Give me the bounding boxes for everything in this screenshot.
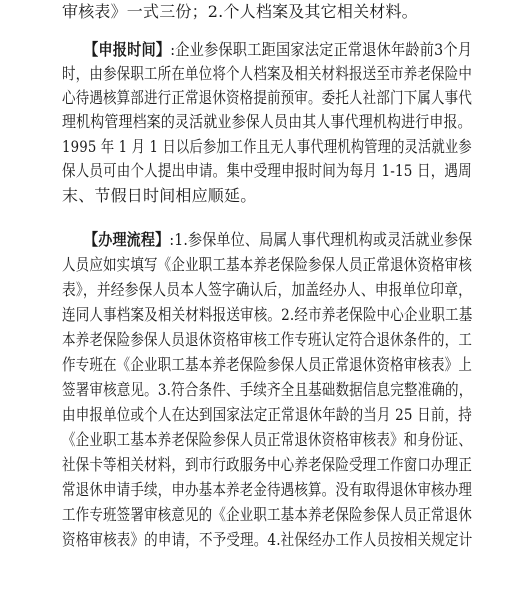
process-line-5: 本养老保险参保人员退休资格审核工作专班认定符合退休条件的，工: [62, 330, 473, 349]
process-line-8: 由申报单位或个人在达到国家法定正常退休年龄的当月 25 日前，持: [62, 405, 472, 424]
process-line-6: 作专班在《企业职工基本养老保险参保人员正常退休资格审核表》上: [62, 355, 473, 374]
apply-time-line-6: 保人员可由个人提出申请。集中受理申报时间为每月 1-15 日，遇周: [62, 161, 472, 180]
apply-time-line-5: 1995 年 1 月 1 日以后参加工作且无人事代理机构管理的灵活就业参: [62, 137, 472, 156]
intro-tail-text: 审核表》一式三份；2.个人档案及其它相关材料。: [62, 2, 418, 21]
apply-time-text-1: :企业参保职工距国家法定正常退休年龄前3个月: [170, 40, 473, 59]
apply-time-line-1: [84, 40, 472, 60]
apply-time-line-7: 末、节假日时间相应顺延。: [62, 186, 257, 205]
process-heading: 【办理流程】: [84, 230, 170, 249]
process-line-10: 社保卡等相关材料，到市行政服务中心养老保险受理工作窗口办理正: [62, 455, 473, 474]
process-line-7: 签署审核意见。3.符合条件、手续齐全且基础数据信息完整准确的，: [62, 380, 473, 399]
process-line-3: 表》，并经参保人员本人签字确认后，加盖经办人、申报单位印章，: [62, 280, 472, 299]
apply-time-line-2: 时，由参保职工所在单位将个人档案及相关材料报送至市养老保险中: [62, 64, 473, 83]
process-line-1: 【办理流程】:1.参保单位、局属人事代理机构或灵活就业参保: [84, 230, 473, 249]
process-line-11: 常退休申请手续，申办基本养老金待遇核算。没有取得退休审核办理: [62, 480, 473, 499]
process-line-9: 《企业职工基本养老保险参保人员正常退休资格审核表》和身份证、: [62, 430, 473, 449]
process-line-13: 资格审核表》的申请，不予受理。4.社保经办工作人员按相关规定计: [62, 530, 473, 549]
intro-tail-line: [62, 2, 418, 22]
process-line-4: 连同人事档案及相关材料报送审核。2.经市养老保险中心企业职工基: [62, 305, 473, 324]
process-line-2: 人员应如实填写《企业职工基本养老保险参保人员正常退休资格审核: [62, 255, 473, 274]
process-line-12: 工作专班签署审核意见的《企业职工基本养老保险参保人员正常退休: [62, 505, 473, 524]
apply-time-line-3: 心待遇核算部进行正常退休资格提前预审。委托人社部门下属人事代: [62, 88, 473, 107]
apply-time-line-4: 理机构管理档案的灵活就业参保人员由其人事代理机构进行申报。: [62, 112, 472, 131]
apply-time-heading: 【申报时间】: [84, 40, 171, 59]
